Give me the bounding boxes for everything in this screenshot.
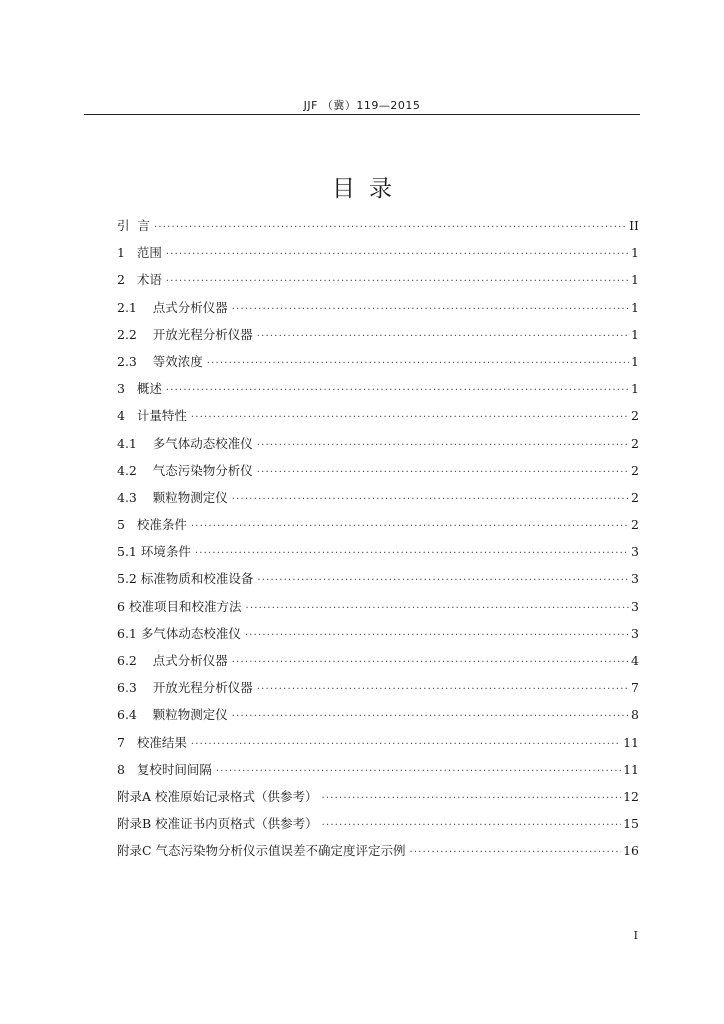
- toc-entry-number: 6.4: [117, 707, 153, 723]
- toc-entry-label: 校准结果: [136, 734, 187, 750]
- toc-entry-number: 5.1: [117, 544, 141, 560]
- toc-entry-label: 言: [137, 218, 150, 233]
- toc-entry-label: 计量特性: [136, 408, 187, 424]
- toc-entry-number: 6.2: [117, 653, 153, 668]
- toc-dot-leader: [154, 219, 627, 237]
- toc-entry[interactable]: [117, 326, 639, 353]
- toc-entry[interactable]: [117, 815, 639, 842]
- toc-entry-page: 3: [631, 598, 639, 614]
- toc-dot-leader: [245, 600, 629, 618]
- toc-entry-page: 3: [631, 625, 639, 641]
- toc-entry[interactable]: [117, 679, 639, 706]
- toc-entry-label: 点式分析仪器: [152, 299, 228, 315]
- toc-entry[interactable]: [117, 380, 639, 407]
- toc-entry-page: 2: [631, 517, 639, 533]
- toc-entry-number: 4.2: [117, 462, 153, 478]
- toc-entry-label: 概述: [136, 381, 162, 397]
- toc-entry-label: 多气体动态校准仪: [140, 625, 241, 641]
- toc-entry[interactable]: [117, 462, 639, 489]
- toc-entry-page: 1: [631, 326, 639, 342]
- toc-entry[interactable]: [117, 407, 639, 434]
- toc-entry-label: 范围: [136, 245, 162, 261]
- toc-entry-label: 附录B 校准证书内页格式（供参考）: [117, 816, 318, 832]
- toc-entry-label: 颗粒物测定仪: [152, 489, 228, 505]
- toc-dot-leader: [216, 763, 621, 781]
- toc-entry-number: 7: [117, 734, 137, 750]
- toc-dot-leader: [257, 328, 629, 346]
- toc-entry[interactable]: [117, 543, 639, 570]
- footer-page-number: I: [633, 929, 638, 942]
- toc-entry-page: 1: [631, 381, 639, 397]
- toc-entry-page: 2: [631, 462, 639, 478]
- toc-dot-leader: [232, 491, 629, 509]
- toc-entry[interactable]: [117, 353, 639, 380]
- toc-entry[interactable]: [117, 598, 639, 625]
- toc-entry-page: 1: [631, 245, 639, 261]
- toc-entry-page: 2: [631, 435, 639, 451]
- toc-entry-number: 2: [117, 272, 137, 288]
- toc-entry-page: 8: [631, 707, 639, 723]
- header-rule: [84, 114, 640, 115]
- toc-entry[interactable]: [117, 652, 639, 679]
- toc-entry-page: 7: [631, 680, 639, 696]
- toc-entry-label: 环境条件: [140, 544, 191, 560]
- toc-entry-page: 2: [631, 489, 639, 505]
- toc-entry-label: 开放光程分析仪器: [152, 680, 253, 696]
- toc-entry[interactable]: [117, 734, 639, 761]
- toc-dot-leader: [191, 409, 629, 427]
- toc-entry-page: 3: [631, 544, 639, 560]
- toc-dot-leader: [166, 246, 629, 264]
- toc-entry-page: 12: [623, 788, 639, 804]
- toc-entry-label: 标准物质和校准设备: [140, 571, 254, 587]
- toc-entry[interactable]: [117, 788, 639, 815]
- page-title: 目录: [332, 176, 406, 202]
- toc-dot-leader: [257, 572, 629, 590]
- toc-entry-label: 校准项目和校准方法: [128, 598, 242, 614]
- toc-dot-leader: [232, 708, 629, 726]
- toc-dot-leader: [322, 790, 622, 808]
- toc-entry-number: 3: [117, 381, 137, 397]
- toc-entry-label: 气态污染物分析仪: [152, 462, 253, 478]
- toc-entry-page: II: [629, 218, 639, 233]
- toc-entry-label: 开放光程分析仪器: [152, 326, 253, 342]
- toc-entry[interactable]: [117, 489, 639, 516]
- table-of-contents: [117, 217, 639, 870]
- toc-entry-label: 校准条件: [136, 517, 187, 533]
- toc-entry-page: 16: [623, 843, 639, 859]
- toc-dot-leader: [232, 654, 629, 672]
- toc-entry-number: 引: [117, 218, 138, 233]
- toc-entry-page: 11: [623, 734, 639, 750]
- toc-entry-number: 1: [117, 245, 137, 261]
- toc-entry[interactable]: [117, 761, 639, 788]
- toc-entry-label: 等效浓度: [152, 353, 203, 369]
- toc-entry-number: 4.3: [117, 489, 153, 505]
- toc-dot-leader: [257, 437, 629, 455]
- toc-entry-page: 15: [623, 816, 639, 832]
- toc-entry-label: 附录A 校准原始记录格式（供参考）: [117, 788, 318, 804]
- toc-entry[interactable]: [117, 570, 639, 597]
- toc-dot-leader: [166, 382, 629, 400]
- toc-entry-label: 附录C 气态污染物分析仪示值误差不确定度评定示例: [117, 843, 406, 859]
- toc-entry-number: 5: [117, 517, 137, 533]
- toc-entry-page: 1: [631, 272, 639, 288]
- toc-dot-leader: [322, 817, 621, 835]
- toc-entry-number: 6.1: [117, 625, 141, 641]
- toc-dot-leader: [245, 627, 629, 645]
- toc-entry[interactable]: [117, 842, 639, 869]
- toc-entry[interactable]: [117, 625, 639, 652]
- toc-entry-number: 2.2: [117, 326, 153, 342]
- toc-dot-leader: [166, 273, 629, 291]
- toc-entry-page: 2: [631, 408, 639, 424]
- toc-entry[interactable]: [117, 516, 639, 543]
- toc-entry-label: 颗粒物测定仪: [152, 707, 228, 723]
- running-header: JJF （冀）119—2015: [303, 99, 421, 112]
- toc-dot-leader: [257, 464, 629, 482]
- toc-entry-label: 多气体动态校准仪: [152, 435, 253, 451]
- toc-entry-number: 5.2: [117, 571, 141, 587]
- toc-entry[interactable]: [117, 435, 639, 462]
- toc-entry-number: 8: [117, 761, 137, 777]
- toc-entry-number: 2.1: [117, 299, 153, 315]
- toc-entry[interactable]: [117, 271, 639, 298]
- toc-dot-leader: [257, 681, 629, 699]
- toc-entry-label: 复校时间间隔: [136, 761, 212, 777]
- toc-entry-number: 6: [117, 598, 129, 614]
- toc-entry[interactable]: [117, 244, 639, 271]
- toc-entry[interactable]: [117, 217, 639, 244]
- toc-dot-leader: [232, 301, 629, 319]
- toc-dot-leader: [410, 844, 622, 862]
- toc-entry-page: 1: [631, 299, 639, 315]
- toc-entry[interactable]: [117, 706, 639, 733]
- toc-dot-leader: [191, 736, 621, 754]
- toc-entry-page: 1: [631, 353, 639, 369]
- toc-entry-label: 点式分析仪器: [152, 653, 228, 668]
- toc-entry-page: 11: [623, 761, 639, 777]
- toc-dot-leader: [207, 355, 629, 373]
- toc-entry-page: 3: [631, 571, 639, 587]
- toc-entry-number: 4: [117, 408, 137, 424]
- toc-entry-label: 术语: [136, 272, 162, 288]
- toc-entry[interactable]: [117, 299, 639, 326]
- toc-entry-number: 6.3: [117, 680, 153, 696]
- toc-entry-number: 2.3: [117, 353, 153, 369]
- toc-dot-leader: [195, 545, 629, 563]
- toc-dot-leader: [191, 518, 629, 536]
- toc-entry-number: 4.1: [117, 435, 153, 451]
- toc-entry-page: 4: [631, 653, 639, 668]
